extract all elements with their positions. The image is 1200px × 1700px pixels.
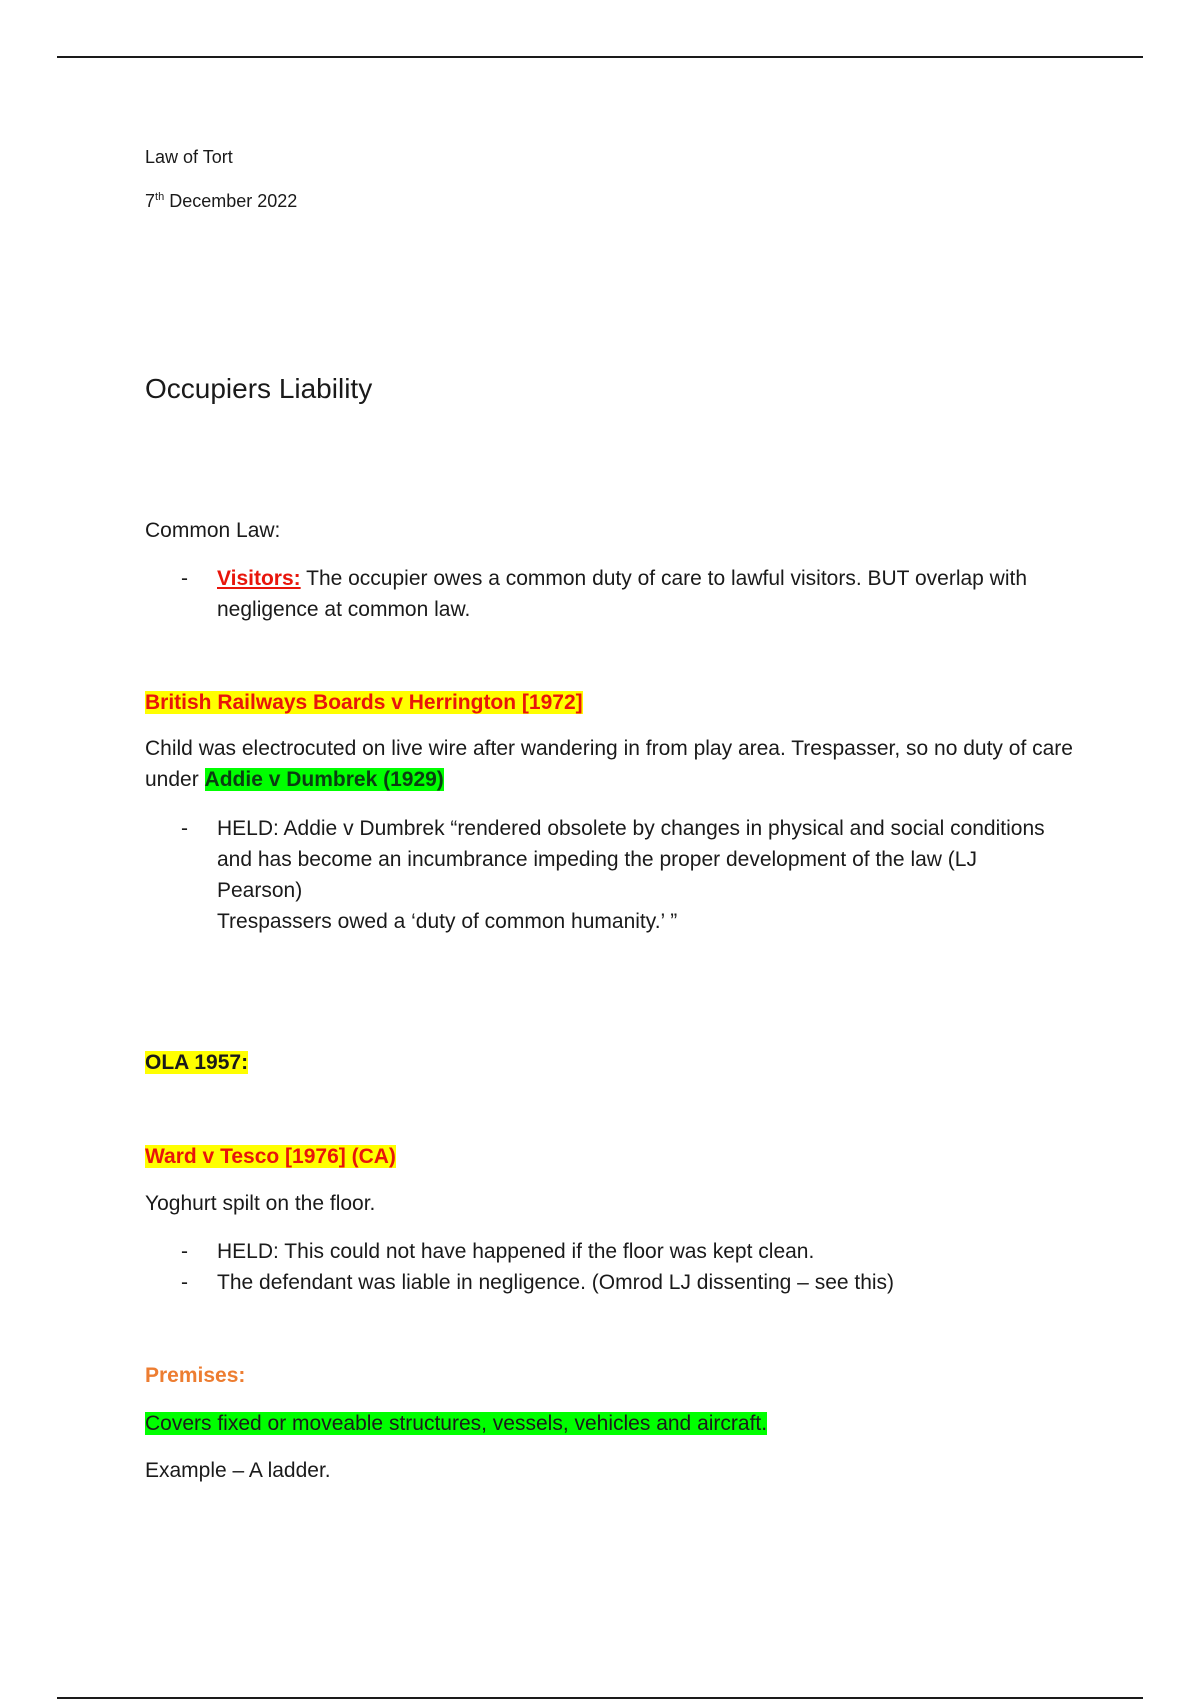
cited-case-highlight: Addie v Dumbrek (1929) bbox=[204, 768, 444, 791]
case-name-highlight: Ward v Tesco [1976] (CA) bbox=[145, 1145, 396, 1168]
herrington-facts bbox=[145, 733, 1075, 795]
list-item bbox=[145, 563, 1065, 625]
visitors-text: The occupier owes a common duty of care to lawful visitors. BUT overlap with negligence at common law. bbox=[217, 567, 1028, 621]
common-law-label: Common Law: bbox=[145, 519, 281, 542]
premises-example: Example – A ladder. bbox=[145, 1459, 331, 1482]
course-title: Law of Tort bbox=[145, 147, 233, 167]
date-line bbox=[145, 191, 297, 212]
ward-bullet-text: The defendant was liable in negligence. (Omrod LJ dissenting – see this) bbox=[217, 1271, 895, 1294]
list-item bbox=[145, 1236, 1065, 1267]
case-herrington bbox=[145, 687, 583, 718]
herrington-held-list bbox=[145, 813, 1065, 937]
bottom-rule bbox=[57, 1697, 1143, 1699]
premises-definition-highlight: Covers fixed or moveable structures, vessels, vehicles and aircraft. bbox=[145, 1412, 768, 1435]
top-rule bbox=[57, 56, 1143, 58]
bullet-dash: - bbox=[181, 567, 188, 590]
held-text: HELD: Addie v Dumbrek “rendered obsolete by changes in physical and social conditions and has become an incumbrance impeding the proper development of the law (LJ Pearson) bbox=[217, 817, 1045, 902]
ward-bullet-text: HELD: This could not have happened if the floor was kept clean. bbox=[217, 1240, 815, 1263]
date-suffix: th bbox=[155, 191, 165, 203]
premises-definition bbox=[145, 1408, 767, 1439]
case-ward bbox=[145, 1141, 396, 1172]
herrington-facts-text: Child was electrocuted on live wire after wandering in from play area. Trespasser, so no duty of care under bbox=[145, 737, 1073, 791]
ward-facts: Yoghurt spilt on the floor. bbox=[145, 1192, 376, 1215]
common-law-list bbox=[145, 563, 1065, 625]
bullet-dash: - bbox=[181, 817, 188, 840]
ola-label: OLA 1957: bbox=[145, 1051, 249, 1074]
date-day: 7 bbox=[145, 191, 156, 211]
premises-label: Premises: bbox=[145, 1364, 246, 1387]
list-item bbox=[145, 813, 1065, 937]
ward-held-list bbox=[145, 1236, 1065, 1298]
premises-heading bbox=[145, 1360, 245, 1391]
case-name-highlight: British Railways Boards v Herrington [1972] bbox=[145, 691, 583, 714]
page-title: Occupiers Liability bbox=[145, 373, 373, 404]
list-item bbox=[145, 1267, 1065, 1298]
date-rest: December 2022 bbox=[164, 191, 298, 211]
bullet-dash: - bbox=[181, 1271, 188, 1294]
ola-heading bbox=[145, 1047, 248, 1078]
bullet-dash: - bbox=[181, 1240, 188, 1263]
visitors-term: Visitors: bbox=[217, 567, 301, 590]
held-text-2: Trespassers owed a ‘duty of common humanity.’ ” bbox=[217, 910, 678, 933]
